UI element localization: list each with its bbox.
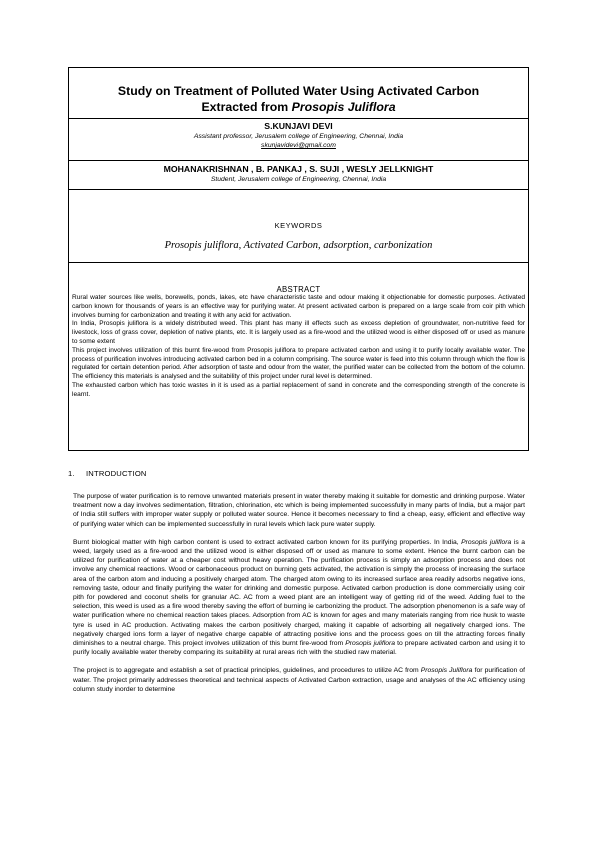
intro-p3-part-b: for purification of water. The project primarily addresses theoretical and technical aspects of Activated Carbon extraction, usage and analyses of the AC efficiency using column study inorder to determine [73, 667, 525, 693]
keywords-text: Prosopis juliflora, Activated Carbon, adsorption, carbonization [164, 240, 433, 251]
author1-affiliation: Assistant professor, Jerusalem college of Engineering, Chennai, India [193, 133, 404, 140]
author1-name: S.KUNJAVI DEVI [264, 121, 333, 131]
section-heading-introduction [68, 469, 147, 478]
intro-p2-species-2: Prosopis juliflora [345, 640, 396, 648]
intro-paragraph-3 [73, 666, 525, 694]
abstract-block [69, 262, 528, 400]
author2-block [69, 160, 528, 184]
intro-p2-part-c: to prepare activated carbon and using it to purify locally available water thereby comparing its suitability at rural areas rich with the studied raw material. [73, 640, 525, 657]
intro-p2-part-b: is a weed, largely used as a fire-wood and the utilized wood is either disposed off or used as manure to some extent. Hence the burnt carbon can be utilized for purification of water at a cheaper cost without heavy operation. The purification process is simply an adsorption process and does not involve any chemical reactions. Wood or carbonaceous product on burning gets activated, the activation is simply the process of increasing the surface area of the carbon atom and inducing a positively charged atom. The charged atom owing to its increased surface area readily adsorbs negative ions, removing taste, odour and finally purifying the water for drinking and domestic purpose. Activated carbon production is done commercially using coir pith for powdered and coconut shells for granular AC. AC from a weed plant are an intelligent way of getting rid of the weed. Adding fuel to the selection, this weed is used as a fire wood thereby saving the effort of burning ie carbonizing the product. The adsorption phenomenon is a safe way of water purification where no chemical reaction takes places. Adsorption from AC is known for ages and many materials ranging from rice husk to waste tyre is used in AC production. Activating makes the carbon positively charged, making it capable of adsorbing all negatively charged ions. The negatively charged ions form a layer of negative charge capable of attracting positive ions and the process goes on till the attracting forces finally diminishes to a neutral charge. This project involves utilization of this burnt fire-wood from [73, 538, 525, 648]
section-number: 1. [68, 469, 75, 478]
intro-p3-species: Prosopis Juliflora [420, 667, 473, 675]
paper-title [69, 84, 528, 115]
keywords-heading: KEYWORDS [274, 221, 323, 230]
intro-p3-part-a: The project is to aggregate and establish a set of practical principles, guidelines, and procedures to utilize AC from [73, 667, 421, 675]
author1-email[interactable]: skunjavidevi@gmail.com [261, 142, 336, 149]
section-title: INTRODUCTION [86, 469, 147, 478]
keywords-block [69, 189, 528, 263]
title-line-2-prefix: Extracted from [201, 99, 292, 114]
abstract-paragraph-3: This project involves utilization of this burnt fire-wood from Prosopis juliflora to prepare activated carbon and using it to purify locally available water. The process of purification involves introducing activated carbon bed in a column comprising. The source water is feed into this column through which the flow is regulated for certain detention period. After adsorption of taste and odour from the water, the purified water can be collected from the bottom of the column. The efficiency this materials is analysed and the suitability of this project under rural level is determined. [72, 346, 525, 381]
intro-p2-species-1: Prosopis juliflora [461, 538, 512, 546]
author2-affiliation: Student, Jerusalem college of Engineering, Chennai, India [210, 176, 387, 183]
abstract-paragraph-4: The exhausted carbon which has toxic wastes in it is used as a partial replacement of sand in concrete and the corresponding strength of the concrete is learnt. [72, 381, 525, 398]
title-line-2-species: Prosopis Juliflora [291, 99, 396, 114]
intro-paragraph-1: The purpose of water purification is to remove unwanted materials present in water thereby making it suitable for domestic and drinking purpose. Water treatment now a day involves sedimentation, filtration, chlorination, etc which is being implemented successfully in many parts of India, but a major part of India still suffers with improper water supply or polluted water source. Hence it becomes necessary to find a cheap, easy, efficient and effective way of purifying water which can be implemented successfully in rural levels which lack pure water supply. [73, 493, 525, 528]
title-block-frame [68, 67, 529, 451]
intro-paragraph-2 [73, 538, 525, 658]
abstract-paragraph-2: In India, Prosopis juliflora is a widely distributed weed. This plant has many ill effects such as excess depletion of groundwater, non-nutritive feed for livestock, loss of grass cover, depletion of native plants, etc. It is largely used as a fire-wood and the utilized wood is either disposed off or used as manure to some extent [72, 320, 525, 345]
intro-p2-part-a: Burnt biological matter with high carbon content is used to extract activated carbon known for its purifying properties. In India, [73, 538, 462, 546]
title-line-2 [69, 100, 528, 116]
abstract-paragraph-1: Rural water sources like wells, borewells, ponds, lakes, etc have characteristic taste and odour making it objectionable for domestic purposes. Activated carbon known for thousands of years is an effective way for purifying water. At present activated carbon is prepared on a large scale from coir pith which involves burning for carbonization and treating it with any acid for activation. [72, 294, 525, 319]
abstract-heading: ABSTRACT [276, 285, 321, 294]
author2-names: MOHANAKRISHNAN , B. PANKAJ , S. SUJI , WESLY JELLKNIGHT [163, 164, 434, 174]
introduction-body [73, 492, 525, 703]
title-line-1: Study on Treatment of Polluted Water Using Activated Carbon [117, 84, 480, 98]
author1-block [69, 118, 528, 150]
